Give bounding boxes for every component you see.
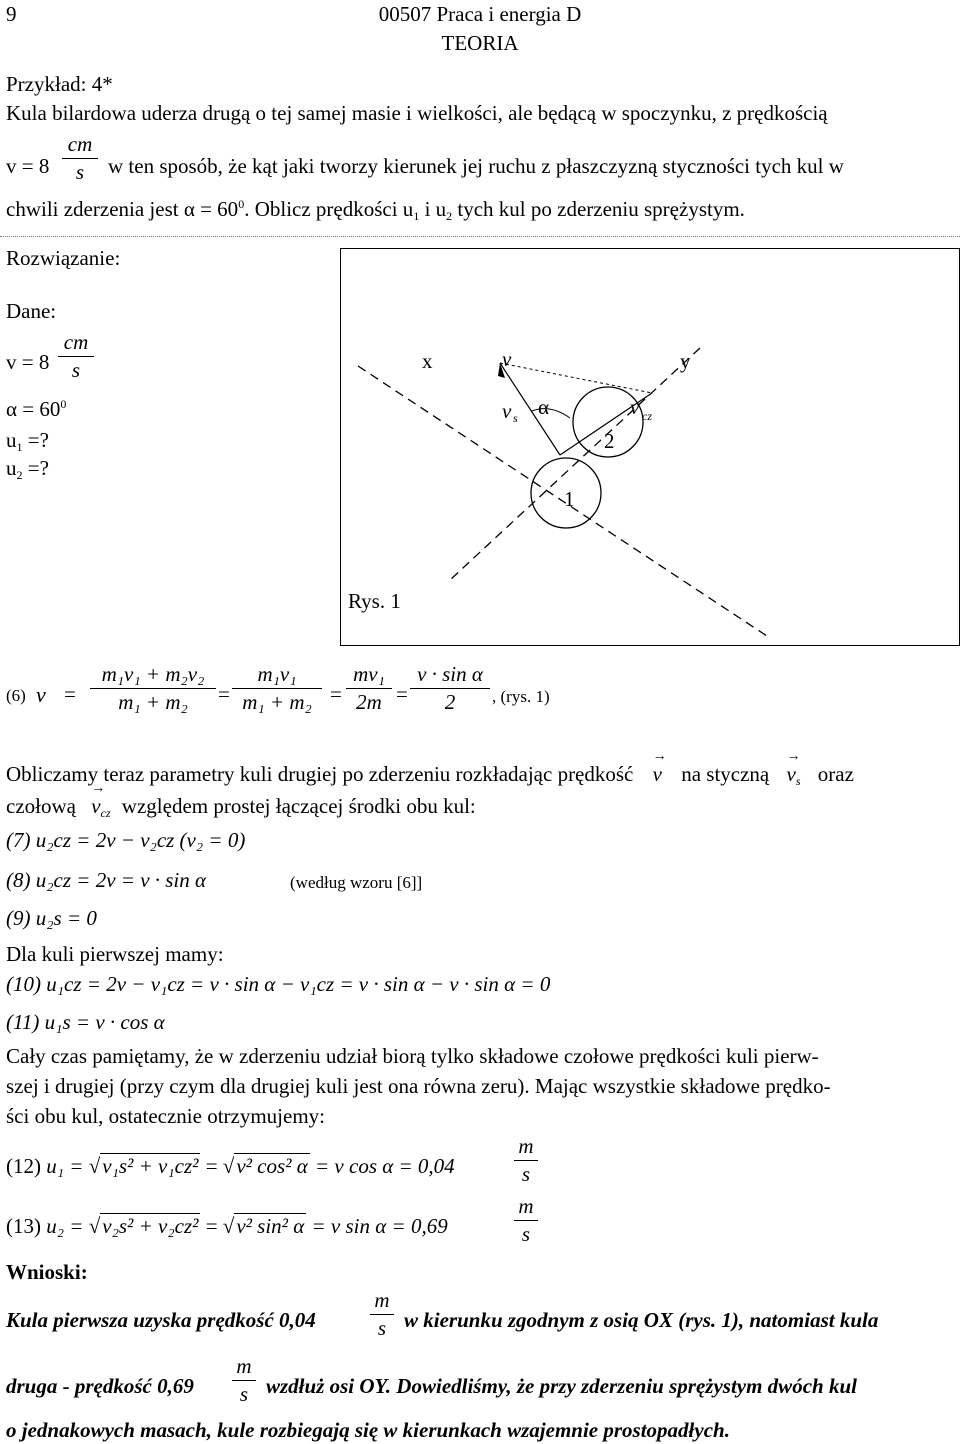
eq6-fraction-4: v · sin α 2	[410, 664, 490, 713]
page-number: 9	[6, 2, 17, 26]
first-ball-intro: Dla kuli pierwszej mamy:	[6, 942, 224, 966]
eq11: (11) u₁s = v · cos α	[6, 1010, 165, 1034]
eq10: (10) u₁cz = 2v − v₁cz = v · sin α − v₁cz = v · sin α − v · sin α = 0	[6, 972, 551, 996]
conclusion-line2b: wzdłuż osi OY. Dowiedliśmy, że przy zderzeniu sprężystym dwóch kul	[266, 1374, 857, 1398]
unknown-u1: $u_1$ =?	[6, 428, 49, 454]
eq6-equals-1: =	[64, 682, 76, 706]
unit-fraction: cm s	[62, 134, 98, 183]
page-title: 00507 Praca i energia D	[378, 2, 582, 26]
para2-line1: Cały czas pamiętamy, że w zderzeniu udział biorą tylko składowe czołowe prędkości kuli pierw-	[6, 1044, 819, 1068]
label-y: y	[680, 349, 691, 373]
eq8-note: (według wzoru [6]]	[290, 873, 423, 892]
conclusion-unit-1: m s	[370, 1290, 394, 1339]
conclusion-line1b: w kierunku zgodnym z osią OX (rys. 1), natomiast kula	[404, 1308, 879, 1332]
projection-line	[500, 363, 652, 393]
vector-v: → v	[653, 764, 662, 785]
eq6-fraction-2: m₁v₁ m₁ + m₂	[232, 664, 322, 713]
solution-label: Rozwiązanie:	[6, 246, 121, 270]
eq12-unit: m s	[514, 1136, 538, 1185]
y-axis-line	[450, 348, 700, 580]
label-vs-sub: s	[513, 411, 518, 425]
eq12: (12) u₁ = √v₁s² + v₁cz² = √v² cos² α = v cos α = 0,04	[6, 1154, 455, 1178]
eq6-fraction-1: m₁v₁ + m₂v₂ m₁ + m₂	[90, 664, 216, 713]
vector-vcz: → $v_{cz}$	[91, 796, 110, 819]
given-angle: $\alpha = 60^0$	[6, 397, 67, 421]
example-text-line1: Kula bilardowa uderza drugą o tej samej masie i wielkości, ale będącą w spoczynku, z prędkością	[6, 101, 828, 125]
unknown-u2: $u_2$ =?	[6, 456, 49, 482]
label-ball-1: 1	[564, 487, 575, 511]
eq6-fraction-3: mv₁ 2m	[346, 664, 392, 713]
label-v: v	[502, 347, 512, 371]
given-label: Dane:	[6, 299, 57, 323]
page-subtitle: TEORIA	[441, 31, 519, 55]
eq6-lhs: v	[36, 682, 46, 707]
collision-diagram	[340, 248, 960, 646]
given-velocity-unit: cm s	[58, 332, 94, 381]
example-text-line2-prefix: v = 8	[6, 154, 50, 178]
eq6-equals-4: =	[396, 682, 408, 706]
figure-frame	[341, 249, 960, 646]
eq6-reference: , (rys. 1)	[492, 687, 550, 706]
eq6-equals-2: =	[218, 682, 230, 706]
para1-line1: Obliczamy teraz parametry kuli drugiej po zderzeniu rozkładając prędkość → v na styczną → $v_s$ oraz	[6, 764, 854, 787]
eq13: (13) u₂ = √v₂s² + v₂cz² = √v² sin² α = v sin α = 0,69	[6, 1214, 448, 1238]
conclusion-line1a: Kula pierwsza uzyska prędkość 0,04	[6, 1308, 316, 1332]
label-vcz: v	[630, 395, 640, 419]
label-ball-2: 2	[604, 429, 615, 453]
eq7: (7) u₂cz = 2v − v₂cz (v₂ = 0)	[6, 828, 246, 852]
given-velocity: v = 8	[6, 350, 50, 374]
eq8: (8) u₂cz = 2v = v · sin α	[6, 868, 207, 892]
example-text-line2: w ten sposób, że kąt jaki tworzy kierunek jej ruchu z płaszczyzną styczności tych kul w	[108, 154, 844, 178]
separator	[0, 236, 960, 237]
conclusion-unit-2: m s	[232, 1356, 256, 1405]
label-x: x	[422, 349, 433, 373]
eq6-equals-3: =	[330, 682, 342, 706]
label-vs: v	[502, 399, 512, 423]
conclusions-label: Wnioski:	[6, 1260, 88, 1284]
label-alpha: α	[538, 395, 550, 419]
vector-vs: → $v_s$	[787, 764, 801, 787]
eq13-unit: m s	[514, 1196, 538, 1245]
figure-caption: Rys. 1	[348, 589, 401, 613]
conclusion-line2a: druga - prędkość 0,69	[6, 1374, 194, 1398]
example-label: Przykład: 4*	[6, 72, 113, 96]
para1-line2: czołową → $v_{cz}$ względem prostej łączącej środki obu kul:	[6, 796, 476, 819]
eq6-number: (6)	[6, 686, 26, 705]
para2-line3: ści obu kul, ostatecznie otrzymujemy:	[6, 1104, 325, 1128]
para2-line2: szej i drugiej (przy czym dla drugiej kuli jest ona równa zeru). Mając wszystkie składowe prędko-	[6, 1074, 831, 1098]
eq9: (9) u₂s = 0	[6, 906, 97, 930]
label-vcz-sub: cz	[642, 409, 652, 423]
conclusion-line3: o jednakowych masach, kule rozbiegają się w kierunkach wzajemnie prostopadłych.	[6, 1418, 730, 1442]
example-text-line3: chwili zderzenia jest $\alpha = 60^0$. Oblicz prędkości $u_1$ i $u_2$ tych kul po zderzeniu sprężystym.	[6, 197, 745, 223]
